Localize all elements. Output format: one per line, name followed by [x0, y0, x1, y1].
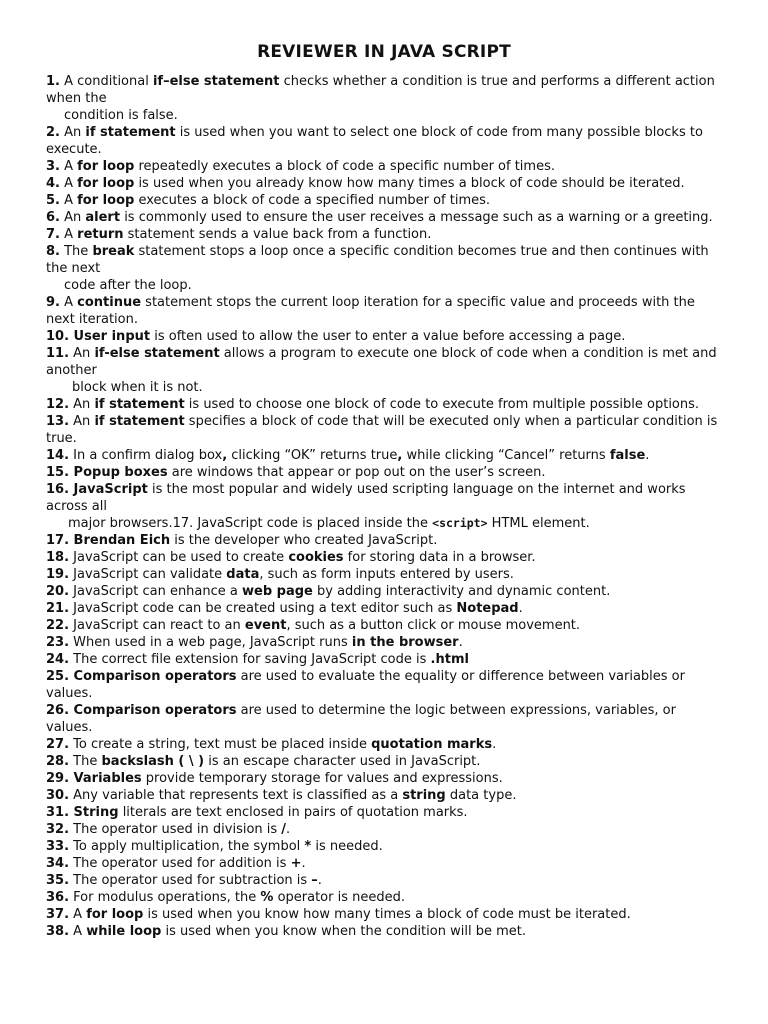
list-item: 38. A while loop is used when you know when the condition will be met.: [46, 924, 526, 939]
list-item-continuation: code after the loop.: [64, 278, 192, 293]
script-tag-code: <script>: [432, 516, 488, 530]
list-item: 35. The operator used for subtraction is –.: [46, 873, 322, 888]
list-item: 33. To apply multiplication, the symbol * is needed.: [46, 839, 383, 854]
list-item: 18. JavaScript can be used to create cookies for storing data in a browser.: [46, 550, 536, 565]
list-item: 8. The break statement stops a loop once a specific condition becomes true and then continues with the next: [46, 244, 709, 276]
list-item: 2. An if statement is used when you want to select one block of code from many possible blocks to execute.: [46, 125, 703, 157]
list-item: 22. JavaScript can react to an event, such as a button click or mouse movement.: [46, 618, 581, 633]
list-item-continuation: block when it is not.: [72, 380, 203, 395]
list-item: 19. JavaScript can validate data, such as form inputs entered by users.: [46, 567, 514, 582]
list-item: 7. A return statement sends a value back from a function.: [46, 227, 432, 242]
list-item: 15. Popup boxes are windows that appear or pop out on the user’s screen.: [46, 465, 546, 480]
list-item: 26. Comparison operators are used to determine the logic between expressions, variables, or values.: [46, 703, 676, 735]
list-item: 37. A for loop is used when you know how many times a block of code must be iterated.: [46, 907, 631, 922]
list-item: 27. To create a string, text must be placed inside quotation marks.: [46, 737, 497, 752]
list-item: 32. The operator used in division is /.: [46, 822, 291, 837]
list-item: 30. Any variable that represents text is classified as a string data type.: [46, 788, 517, 803]
list-item: 4. A for loop is used when you already know how many times a block of code should be iterated.: [46, 176, 685, 191]
list-item: 20. JavaScript can enhance a web page by adding interactivity and dynamic content.: [46, 584, 611, 599]
page-title: REVIEWER IN JAVA SCRIPT: [257, 42, 511, 62]
list-item: 5. A for loop executes a block of code a specified number of times.: [46, 193, 491, 208]
list-item: 34. The operator used for addition is +.: [46, 856, 306, 871]
list-item: 1. A conditional if–else statement checks whether a condition is true and performs a different action when the: [46, 74, 715, 106]
list-item: 14. In a confirm dialog box, clicking “OK” returns true, while clicking “Cancel” returns false.: [46, 448, 650, 463]
list-item: 11. An if-else statement allows a program to execute one block of code when a condition is met and another: [46, 346, 717, 378]
list-item: 10. User input is often used to allow the user to enter a value before accessing a page.: [46, 329, 626, 344]
list-item: 16. JavaScript is the most popular and widely used scripting language on the internet and works across all: [46, 482, 686, 514]
list-item: 29. Variables provide temporary storage for values and expressions.: [46, 771, 503, 786]
list-item: 17. Brendan Eich is the developer who created JavaScript.: [46, 533, 438, 548]
list-item: 3. A for loop repeatedly executes a block of code a specific number of times.: [46, 159, 555, 174]
list-item: 36. For modulus operations, the % operator is needed.: [46, 890, 405, 905]
list-item: 24. The correct file extension for saving JavaScript code is .html: [46, 652, 469, 667]
reviewer-list: [46, 73, 726, 940]
list-item-continuation: major browsers.17. JavaScript code is placed inside the <script> HTML element.: [68, 516, 590, 531]
list-item: 23. When used in a web page, JavaScript runs in the browser.: [46, 635, 463, 650]
list-item: 28. The backslash ( \ ) is an escape character used in JavaScript.: [46, 754, 481, 769]
list-item: 25. Comparison operators are used to evaluate the equality or difference between variables or values.: [46, 669, 685, 701]
list-item: 9. A continue statement stops the current loop iteration for a specific value and proceeds with the next iteration.: [46, 295, 695, 327]
list-item-continuation: condition is false.: [64, 108, 178, 123]
list-item: 13. An if statement specifies a block of code that will be executed only when a particular condition is true.: [46, 414, 718, 446]
list-item: 6. An alert is commonly used to ensure the user receives a message such as a warning or a greeting.: [46, 210, 713, 225]
list-item: 31. String literals are text enclosed in pairs of quotation marks.: [46, 805, 468, 820]
list-item: 12. An if statement is used to choose one block of code to execute from multiple possible options.: [46, 397, 700, 412]
list-item: 21. JavaScript code can be created using a text editor such as Notepad.: [46, 601, 523, 616]
